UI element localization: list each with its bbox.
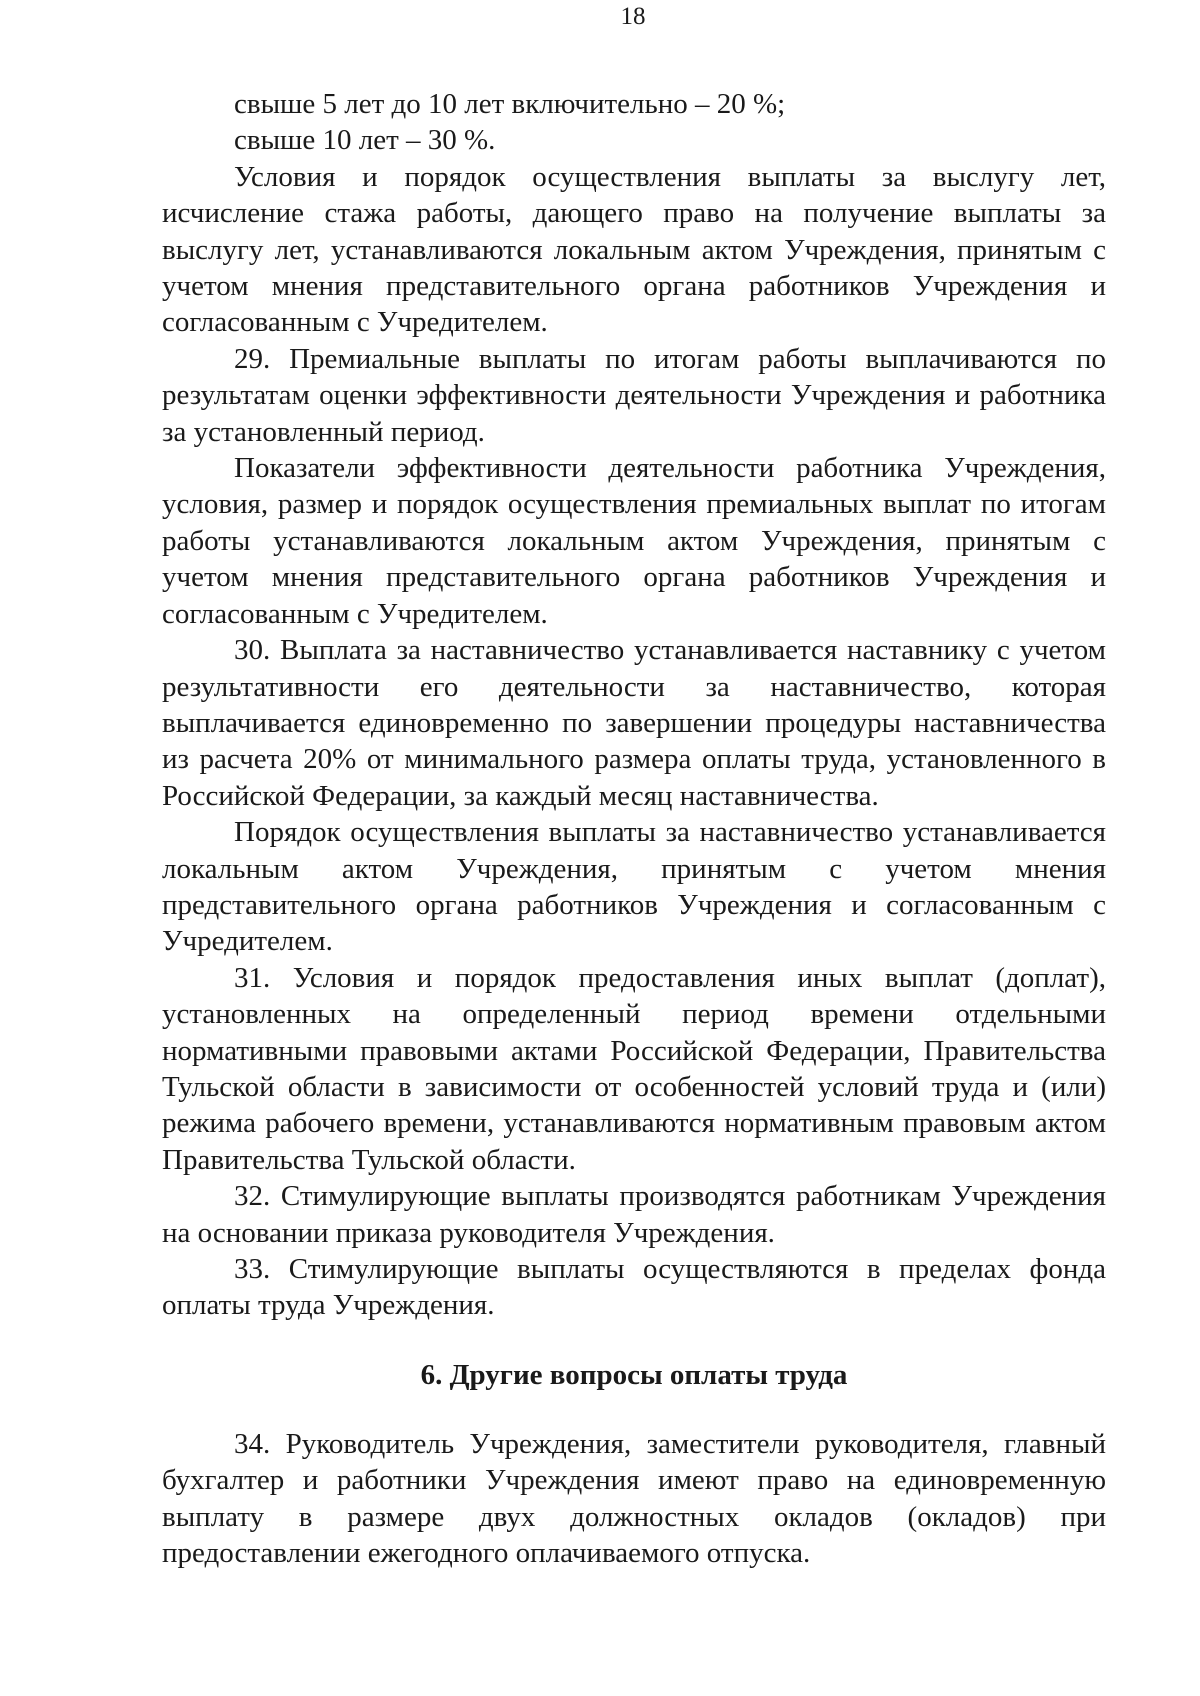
page-number: 18 — [620, 3, 646, 30]
list-item: свыше 10 лет – 30 %. — [234, 124, 496, 157]
paragraph: 30. Выплата за наставничество устанавливается наставнику с учетом результативности его деятельности за наставничество, которая выплачивается единовременно по завершении процедуры наставничества из расчета 20% от минимального размера оплаты труда, установленного в Российской Федерации, за каждый месяц наставничества. — [162, 634, 1106, 812]
section-heading: 6. Другие вопросы оплаты труда — [420, 1358, 848, 1391]
paragraph: 34. Руководитель Учреждения, заместители руководителя, главный бухгалтер и работники Учреждения имеют право на единовременную выплату в размере двух должностных окладов (окладов) при предоставлении ежегодного оплачиваемого отпуска. — [162, 1427, 1106, 1570]
paragraph: Порядок осуществления выплаты за наставничество устанавливается локальным актом Учреждения, принятым с учетом мнения представительного органа работников Учреждения и согласованным с Учредителем. — [162, 816, 1106, 958]
paragraphs-after-heading — [162, 1426, 1106, 1572]
paragraph: Показатели эффективности деятельности работника Учреждения, условия, размер и порядок осуществления премиальных выплат по итогам работы устанавливаются локальным актом Учреждения, принятым с учетом мнения представительного органа работников Учреждения и согласованным с Учредителем. — [162, 452, 1106, 630]
paragraph: 29. Премиальные выплаты по итогам работы выплачиваются по результатам оценки эффективности деятельности Учреждения и работника за установленный период. — [162, 342, 1106, 448]
paragraph: 32. Стимулирующие выплаты производятся работникам Учреждения на основании приказа руководителя Учреждения. — [162, 1180, 1106, 1249]
paragraphs-before-heading — [162, 86, 1106, 1324]
list-item: свыше 5 лет до 10 лет включительно – 20 %; — [234, 88, 786, 120]
paragraph: 31. Условия и порядок предоставления иных выплат (доплат), установленных на определенный период времени отдельными нормативными правовыми актами Российской Федерации, Правительства Тульской области в зависимости от особенностей условий труда и (или) режима рабочего времени, устанавливаются нормативным правовым актом Правительства Тульской области. — [162, 961, 1106, 1176]
paragraph: 33. Стимулирующие выплаты осуществляются в пределах фонда оплаты труда Учреждения. — [162, 1253, 1106, 1322]
document-body — [162, 86, 1106, 1571]
paragraph: Условия и порядок осуществления выплаты за выслугу лет, исчисление стажа работы, дающего право на получение выплаты за выслугу лет, устанавливаются локальным актом Учреждения, принятым с учетом мнения представительного органа работников Учреждения и согласованным с Учредителем. — [162, 160, 1106, 339]
